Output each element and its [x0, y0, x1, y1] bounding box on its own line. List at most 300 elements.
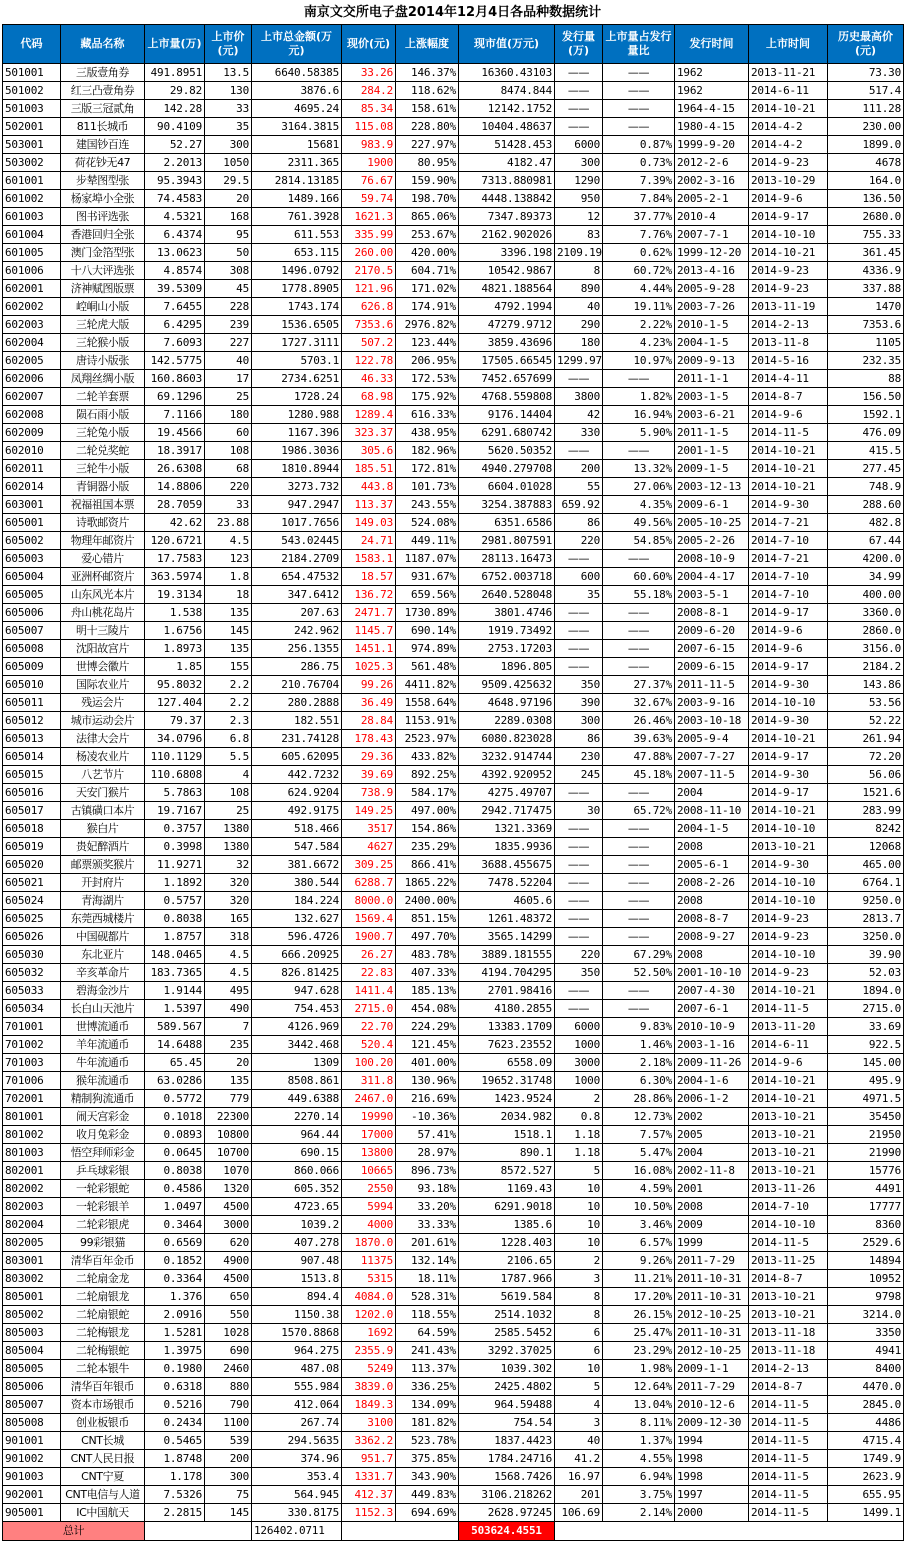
cell-code: 602003 — [3, 316, 61, 334]
cell-current-price: 121.96 — [342, 280, 396, 298]
cell-current-price: 185.51 — [342, 460, 396, 478]
cell-issue-date: 2001 — [675, 1180, 749, 1198]
cell-change: 931.67% — [396, 568, 459, 586]
cell-record-high: 3360.0 — [828, 604, 904, 622]
cell-issue-date: 2007-6-15 — [675, 640, 749, 658]
cell-listing-date: 2014-9-17 — [749, 784, 828, 802]
cell-code: 605021 — [3, 874, 61, 892]
cell-name: 济神赋图版票 — [61, 280, 145, 298]
cell-market-value: 3254.387883 — [459, 496, 555, 514]
cell-listing-qty: 7.6093 — [145, 334, 205, 352]
cell-code: 901003 — [3, 1468, 61, 1486]
cell-listing-date: 2014-7-10 — [749, 532, 828, 550]
cell-change: 158.61% — [396, 100, 459, 118]
cell-listing-ratio: 9.26% — [603, 1252, 675, 1270]
cell-change: 101.73% — [396, 478, 459, 496]
cell-name: 二轮扇银龙 — [61, 1288, 145, 1306]
cell-code: 605007 — [3, 622, 61, 640]
cell-listing-qty: 1.8748 — [145, 1450, 205, 1468]
cell-issue-qty: 40 — [555, 1432, 603, 1450]
cell-change: 866.41% — [396, 856, 459, 874]
cell-change: 407.33% — [396, 964, 459, 982]
cell-name: 古镇磺口本片 — [61, 802, 145, 820]
cell-market-value: 3688.455675 — [459, 856, 555, 874]
header-current-price: 现价(元) — [342, 25, 396, 64]
cell-code: 605030 — [3, 946, 61, 964]
cell-change: 690.14% — [396, 622, 459, 640]
cell-issue-qty: —— — [555, 370, 603, 388]
cell-name: 辛亥革命片 — [61, 964, 145, 982]
cell-record-high: 156.50 — [828, 388, 904, 406]
cell-current-price: 1152.3 — [342, 1504, 396, 1522]
cell-code: 605013 — [3, 730, 61, 748]
cell-record-high: 4715.4 — [828, 1432, 904, 1450]
cell-record-high: 748.9 — [828, 478, 904, 496]
cell-listing-amount: 3442.468 — [252, 1036, 342, 1054]
cell-listing-amount: 1489.166 — [252, 190, 342, 208]
table-row — [3, 298, 904, 316]
cell-issue-qty: —— — [555, 118, 603, 136]
cell-listing-amount: 1536.6505 — [252, 316, 342, 334]
cell-listing-amount: 605.352 — [252, 1180, 342, 1198]
cell-record-high: 495.9 — [828, 1072, 904, 1090]
cell-issue-date: 2011-10-31 — [675, 1288, 749, 1306]
cell-issue-qty: 6000 — [555, 1018, 603, 1036]
cell-listing-qty: 589.567 — [145, 1018, 205, 1036]
cell-market-value: 3396.198 — [459, 244, 555, 262]
cell-market-value: 4940.279708 — [459, 460, 555, 478]
cell-change: 896.73% — [396, 1162, 459, 1180]
cell-code: 602001 — [3, 280, 61, 298]
cell-listing-amount: 826.81425 — [252, 964, 342, 982]
cell-issue-qty: 659.92 — [555, 496, 603, 514]
cell-issue-qty: 6 — [555, 1324, 603, 1342]
cell-listing-date: 2013-10-21 — [749, 1288, 828, 1306]
cell-listing-ratio: —— — [603, 820, 675, 838]
cell-issue-qty: 350 — [555, 676, 603, 694]
cell-record-high: 73.30 — [828, 64, 904, 82]
cell-issue-qty: —— — [555, 640, 603, 658]
cell-listing-qty: 1.5281 — [145, 1324, 205, 1342]
sheet-title: 南京文交所电子盘2014年12月4日各品种数据统计 — [303, 5, 602, 20]
table-row — [3, 1198, 904, 1216]
cell-issue-date: 2003-12-13 — [675, 478, 749, 496]
table-row — [3, 1414, 904, 1432]
total-empty — [555, 1522, 904, 1541]
cell-issue-date: 2009-9-13 — [675, 352, 749, 370]
cell-listing-price: 95 — [205, 226, 252, 244]
cell-current-price: 1849.3 — [342, 1396, 396, 1414]
cell-record-high: 12068 — [828, 838, 904, 856]
cell-listing-price: 13.5 — [205, 64, 252, 82]
cell-name: 邮票颁奖猴片 — [61, 856, 145, 874]
cell-market-value: 2585.5452 — [459, 1324, 555, 1342]
cell-code: 802005 — [3, 1234, 61, 1252]
cell-listing-price: 228 — [205, 298, 252, 316]
cell-code: 702001 — [3, 1090, 61, 1108]
cell-name: 三轮猴小版 — [61, 334, 145, 352]
table-row — [3, 964, 904, 982]
cell-market-value: 3232.914744 — [459, 748, 555, 766]
cell-market-value: 2289.0308 — [459, 712, 555, 730]
cell-issue-qty: —— — [555, 928, 603, 946]
total-empty — [145, 1522, 252, 1541]
table-row — [3, 154, 904, 172]
cell-change: 113.37% — [396, 1360, 459, 1378]
table-row — [3, 568, 904, 586]
cell-listing-date: 2014-10-10 — [749, 820, 828, 838]
cell-listing-ratio: 1.46% — [603, 1036, 675, 1054]
cell-listing-amount: 605.62095 — [252, 748, 342, 766]
table-row — [3, 388, 904, 406]
cell-name: 步辇图型张 — [61, 172, 145, 190]
cell-listing-date: 2014-9-23 — [749, 910, 828, 928]
cell-current-price: 3100 — [342, 1414, 396, 1432]
cell-listing-date: 2013-10-21 — [749, 1108, 828, 1126]
cell-name: 东北亚片 — [61, 946, 145, 964]
cell-current-price: 17000 — [342, 1126, 396, 1144]
cell-name: 十八大评选张 — [61, 262, 145, 280]
cell-change: 401.00% — [396, 1054, 459, 1072]
cell-current-price: 284.2 — [342, 82, 396, 100]
cell-listing-date: 2014-10-21 — [749, 442, 828, 460]
table-row — [3, 892, 904, 910]
cell-current-price: 323.37 — [342, 424, 396, 442]
cell-listing-price: 620 — [205, 1234, 252, 1252]
cell-change: 57.41% — [396, 1126, 459, 1144]
cell-market-value: 1784.24716 — [459, 1450, 555, 1468]
cell-market-value: 1919.73492 — [459, 622, 555, 640]
cell-code: 601005 — [3, 244, 61, 262]
cell-market-value: 5619.584 — [459, 1288, 555, 1306]
cell-market-value: 3801.4746 — [459, 604, 555, 622]
cell-change: 241.43% — [396, 1342, 459, 1360]
cell-market-value: 6558.09 — [459, 1054, 555, 1072]
cell-listing-price: 17 — [205, 370, 252, 388]
cell-listing-amount: 754.453 — [252, 1000, 342, 1018]
cell-listing-date: 2014-10-21 — [749, 1072, 828, 1090]
cell-record-high: 2813.7 — [828, 910, 904, 928]
cell-listing-amount: 611.553 — [252, 226, 342, 244]
cell-listing-ratio: 7.76% — [603, 226, 675, 244]
cell-issue-date: 2008 — [675, 1198, 749, 1216]
cell-record-high: 4491 — [828, 1180, 904, 1198]
cell-listing-amount: 182.551 — [252, 712, 342, 730]
cell-listing-qty: 0.1852 — [145, 1252, 205, 1270]
cell-listing-qty: 0.3998 — [145, 838, 205, 856]
cell-record-high: 288.60 — [828, 496, 904, 514]
cell-record-high: 111.28 — [828, 100, 904, 118]
cell-change: 454.08% — [396, 1000, 459, 1018]
cell-listing-qty: 491.8951 — [145, 64, 205, 82]
cell-record-high: 67.44 — [828, 532, 904, 550]
cell-listing-ratio: 27.37% — [603, 676, 675, 694]
table-row — [3, 1306, 904, 1324]
cell-name: 青铜器小版 — [61, 478, 145, 496]
cell-listing-amount: 2184.2709 — [252, 550, 342, 568]
cell-listing-qty: 0.0645 — [145, 1144, 205, 1162]
cell-listing-qty: 142.28 — [145, 100, 205, 118]
cell-listing-price: 75 — [205, 1486, 252, 1504]
cell-change: 171.02% — [396, 280, 459, 298]
table-row — [3, 1378, 904, 1396]
cell-current-price: 2170.5 — [342, 262, 396, 280]
cell-listing-price: 22300 — [205, 1108, 252, 1126]
table-body — [3, 64, 904, 1541]
cell-record-high: 53.56 — [828, 694, 904, 712]
cell-change: 123.44% — [396, 334, 459, 352]
cell-code: 901001 — [3, 1432, 61, 1450]
cell-listing-date: 2014-10-21 — [749, 802, 828, 820]
table-row — [3, 1090, 904, 1108]
cell-listing-amount: 4695.24 — [252, 100, 342, 118]
cell-name: 清华百年金币 — [61, 1252, 145, 1270]
cell-listing-qty: 34.0796 — [145, 730, 205, 748]
cell-market-value: 1837.4423 — [459, 1432, 555, 1450]
cell-listing-qty: 1.376 — [145, 1288, 205, 1306]
cell-change: 420.00% — [396, 244, 459, 262]
cell-listing-date: 2014-7-21 — [749, 514, 828, 532]
cell-change: 449.83% — [396, 1486, 459, 1504]
cell-listing-date: 2014-9-23 — [749, 262, 828, 280]
cell-listing-qty: 14.6488 — [145, 1036, 205, 1054]
cell-name: 99彩银猫 — [61, 1234, 145, 1252]
cell-listing-qty: 1.9144 — [145, 982, 205, 1000]
cell-change: 584.17% — [396, 784, 459, 802]
cell-record-high: 261.94 — [828, 730, 904, 748]
total-row — [3, 1522, 904, 1541]
table-row — [3, 604, 904, 622]
cell-listing-ratio: 3.75% — [603, 1486, 675, 1504]
cell-issue-date: 2009-6-1 — [675, 496, 749, 514]
cell-listing-ratio: 4.23% — [603, 334, 675, 352]
cell-listing-date: 2013-10-21 — [749, 1162, 828, 1180]
cell-listing-price: 18 — [205, 586, 252, 604]
cell-listing-date: 2013-11-18 — [749, 1342, 828, 1360]
cell-listing-amount: 1167.396 — [252, 424, 342, 442]
table-row — [3, 1324, 904, 1342]
cell-listing-price: 1050 — [205, 154, 252, 172]
cell-listing-price: 490 — [205, 1000, 252, 1018]
cell-listing-qty: 2.0916 — [145, 1306, 205, 1324]
cell-market-value: 4448.138842 — [459, 190, 555, 208]
cell-listing-ratio: 60.60% — [603, 568, 675, 586]
cell-market-value: 1423.9524 — [459, 1090, 555, 1108]
cell-issue-date: 2004 — [675, 784, 749, 802]
cell-issue-qty: 201 — [555, 1486, 603, 1504]
cell-issue-qty: —— — [555, 784, 603, 802]
cell-listing-qty: 7.6455 — [145, 298, 205, 316]
cell-change: 80.95% — [396, 154, 459, 172]
cell-issue-date: 2008-9-27 — [675, 928, 749, 946]
cell-listing-date: 2014-11-5 — [749, 1450, 828, 1468]
cell-listing-date: 2014-7-10 — [749, 1198, 828, 1216]
cell-issue-date: 2011-1-5 — [675, 424, 749, 442]
cell-change: 146.37% — [396, 64, 459, 82]
cell-record-high: 3350 — [828, 1324, 904, 1342]
cell-listing-amount: 2814.13185 — [252, 172, 342, 190]
cell-listing-date: 2014-4-2 — [749, 136, 828, 154]
cell-market-value: 1385.6 — [459, 1216, 555, 1234]
cell-issue-date: 2003-6-21 — [675, 406, 749, 424]
table-row — [3, 370, 904, 388]
table-row — [3, 226, 904, 244]
cell-name: 二轮扇银蛇 — [61, 1306, 145, 1324]
cell-market-value: 6752.003718 — [459, 568, 555, 586]
cell-record-high: 517.4 — [828, 82, 904, 100]
cell-record-high: 8400 — [828, 1360, 904, 1378]
cell-listing-price: 35 — [205, 118, 252, 136]
cell-listing-date: 2014-9-23 — [749, 154, 828, 172]
cell-name: 二轮扇金龙 — [61, 1270, 145, 1288]
cell-name: 贵妃醉酒片 — [61, 838, 145, 856]
cell-change: 172.53% — [396, 370, 459, 388]
table-row — [3, 244, 904, 262]
cell-issue-date: 2009-6-20 — [675, 622, 749, 640]
cell-change: 134.09% — [396, 1396, 459, 1414]
cell-current-price: 738.9 — [342, 784, 396, 802]
cell-listing-price: 4500 — [205, 1198, 252, 1216]
cell-change: 659.56% — [396, 586, 459, 604]
cell-market-value: 17505.66545 — [459, 352, 555, 370]
table-row — [3, 802, 904, 820]
cell-listing-price: 300 — [205, 1468, 252, 1486]
table-row — [3, 64, 904, 82]
table-row — [3, 352, 904, 370]
cell-listing-qty: 19.4566 — [145, 424, 205, 442]
cell-listing-amount: 3164.3815 — [252, 118, 342, 136]
cell-issue-date: 2011-7-29 — [675, 1378, 749, 1396]
cell-market-value: 2628.97245 — [459, 1504, 555, 1522]
cell-record-high: 88 — [828, 370, 904, 388]
cell-record-high: 2529.6 — [828, 1234, 904, 1252]
cell-market-value: 964.59488 — [459, 1396, 555, 1414]
cell-market-value: 7313.880981 — [459, 172, 555, 190]
cell-market-value: 51428.453 — [459, 136, 555, 154]
cell-record-high: 2623.9 — [828, 1468, 904, 1486]
table-row — [3, 208, 904, 226]
cell-issue-qty: 1.18 — [555, 1144, 603, 1162]
cell-listing-qty: 26.6308 — [145, 460, 205, 478]
cell-issue-date: 2002 — [675, 1108, 749, 1126]
cell-code: 605005 — [3, 586, 61, 604]
cell-issue-date: 2012-10-25 — [675, 1306, 749, 1324]
cell-market-value: 1835.9936 — [459, 838, 555, 856]
cell-name: 收月兔彩金 — [61, 1126, 145, 1144]
cell-listing-qty: 7.1166 — [145, 406, 205, 424]
cell-name: 凤翔丝绸小版 — [61, 370, 145, 388]
cell-listing-qty: 120.6721 — [145, 532, 205, 550]
cell-listing-amount: 907.48 — [252, 1252, 342, 1270]
cell-listing-ratio: 2.18% — [603, 1054, 675, 1072]
table-row — [3, 514, 904, 532]
cell-issue-qty: —— — [555, 1000, 603, 1018]
cell-name: 二轮本银牛 — [61, 1360, 145, 1378]
cell-issue-qty: 16.97 — [555, 1468, 603, 1486]
cell-issue-date: 2010-4 — [675, 208, 749, 226]
cell-listing-date: 2014-9-30 — [749, 712, 828, 730]
cell-listing-ratio: 12.64% — [603, 1378, 675, 1396]
cell-market-value: 1321.3369 — [459, 820, 555, 838]
cell-name: 三版三冠贰角 — [61, 100, 145, 118]
cell-listing-date: 2014-2-13 — [749, 316, 828, 334]
cell-listing-date: 2014-10-10 — [749, 226, 828, 244]
cell-record-high: 1470 — [828, 298, 904, 316]
cell-change: 28.97% — [396, 1144, 459, 1162]
cell-name: 资本市场银币 — [61, 1396, 145, 1414]
cell-issue-date: 2005-6-1 — [675, 856, 749, 874]
cell-change: 228.80% — [396, 118, 459, 136]
cell-issue-date: 2008 — [675, 838, 749, 856]
cell-issue-qty: 10 — [555, 1216, 603, 1234]
cell-listing-date: 2013-10-21 — [749, 838, 828, 856]
cell-listing-ratio: 67.29% — [603, 946, 675, 964]
cell-listing-price: 25 — [205, 802, 252, 820]
cell-issue-date: 2009-1-5 — [675, 460, 749, 478]
cell-record-high: 1894.0 — [828, 982, 904, 1000]
cell-code: 601004 — [3, 226, 61, 244]
cell-listing-ratio: 1.98% — [603, 1360, 675, 1378]
cell-current-price: 122.78 — [342, 352, 396, 370]
cell-listing-price: 135 — [205, 1072, 252, 1090]
cell-listing-date: 2014-11-5 — [749, 1414, 828, 1432]
cell-issue-date: 2003-1-16 — [675, 1036, 749, 1054]
cell-issue-qty: —— — [555, 64, 603, 82]
cell-code: 501002 — [3, 82, 61, 100]
cell-listing-ratio: 4.35% — [603, 496, 675, 514]
cell-name: 杨凌农业片 — [61, 748, 145, 766]
cell-listing-price: 1320 — [205, 1180, 252, 1198]
header-record-high: 历史最高价(元) — [828, 25, 904, 64]
cell-record-high: 72.20 — [828, 748, 904, 766]
table-row — [3, 1144, 904, 1162]
cell-listing-date: 2014-10-21 — [749, 478, 828, 496]
header-issue-date: 发行时间 — [675, 25, 749, 64]
cell-listing-date: 2014-9-6 — [749, 1054, 828, 1072]
cell-listing-ratio: 45.18% — [603, 766, 675, 784]
cell-listing-amount: 1743.174 — [252, 298, 342, 316]
cell-name: 世博流通币 — [61, 1018, 145, 1036]
cell-market-value: 10404.48637 — [459, 118, 555, 136]
cell-issue-date: 2013-4-16 — [675, 262, 749, 280]
cell-issue-qty: 86 — [555, 514, 603, 532]
cell-listing-amount: 1778.8905 — [252, 280, 342, 298]
cell-listing-price: 320 — [205, 874, 252, 892]
cell-listing-price: 33 — [205, 100, 252, 118]
cell-code: 901002 — [3, 1450, 61, 1468]
cell-listing-price: 20 — [205, 190, 252, 208]
cell-issue-date: 2003-1-5 — [675, 388, 749, 406]
cell-issue-qty: 330 — [555, 424, 603, 442]
cell-record-high: 482.8 — [828, 514, 904, 532]
cell-name: 二轮兑奖蛇 — [61, 442, 145, 460]
cell-listing-qty: 0.5772 — [145, 1090, 205, 1108]
cell-listing-ratio: —— — [603, 442, 675, 460]
cell-code: 605015 — [3, 766, 61, 784]
cell-current-price: 1900 — [342, 154, 396, 172]
cell-listing-price: 108 — [205, 784, 252, 802]
cell-code: 602006 — [3, 370, 61, 388]
cell-issue-date: 2009 — [675, 1216, 749, 1234]
cell-listing-ratio: 4.44% — [603, 280, 675, 298]
cell-issue-qty: 30 — [555, 802, 603, 820]
cell-name: 二轮梅银龙 — [61, 1324, 145, 1342]
cell-listing-date: 2014-10-10 — [749, 874, 828, 892]
table-row — [3, 766, 904, 784]
cell-issue-date: 2008-8-7 — [675, 910, 749, 928]
cell-listing-ratio: 8.11% — [603, 1414, 675, 1432]
cell-current-price: 3362.2 — [342, 1432, 396, 1450]
